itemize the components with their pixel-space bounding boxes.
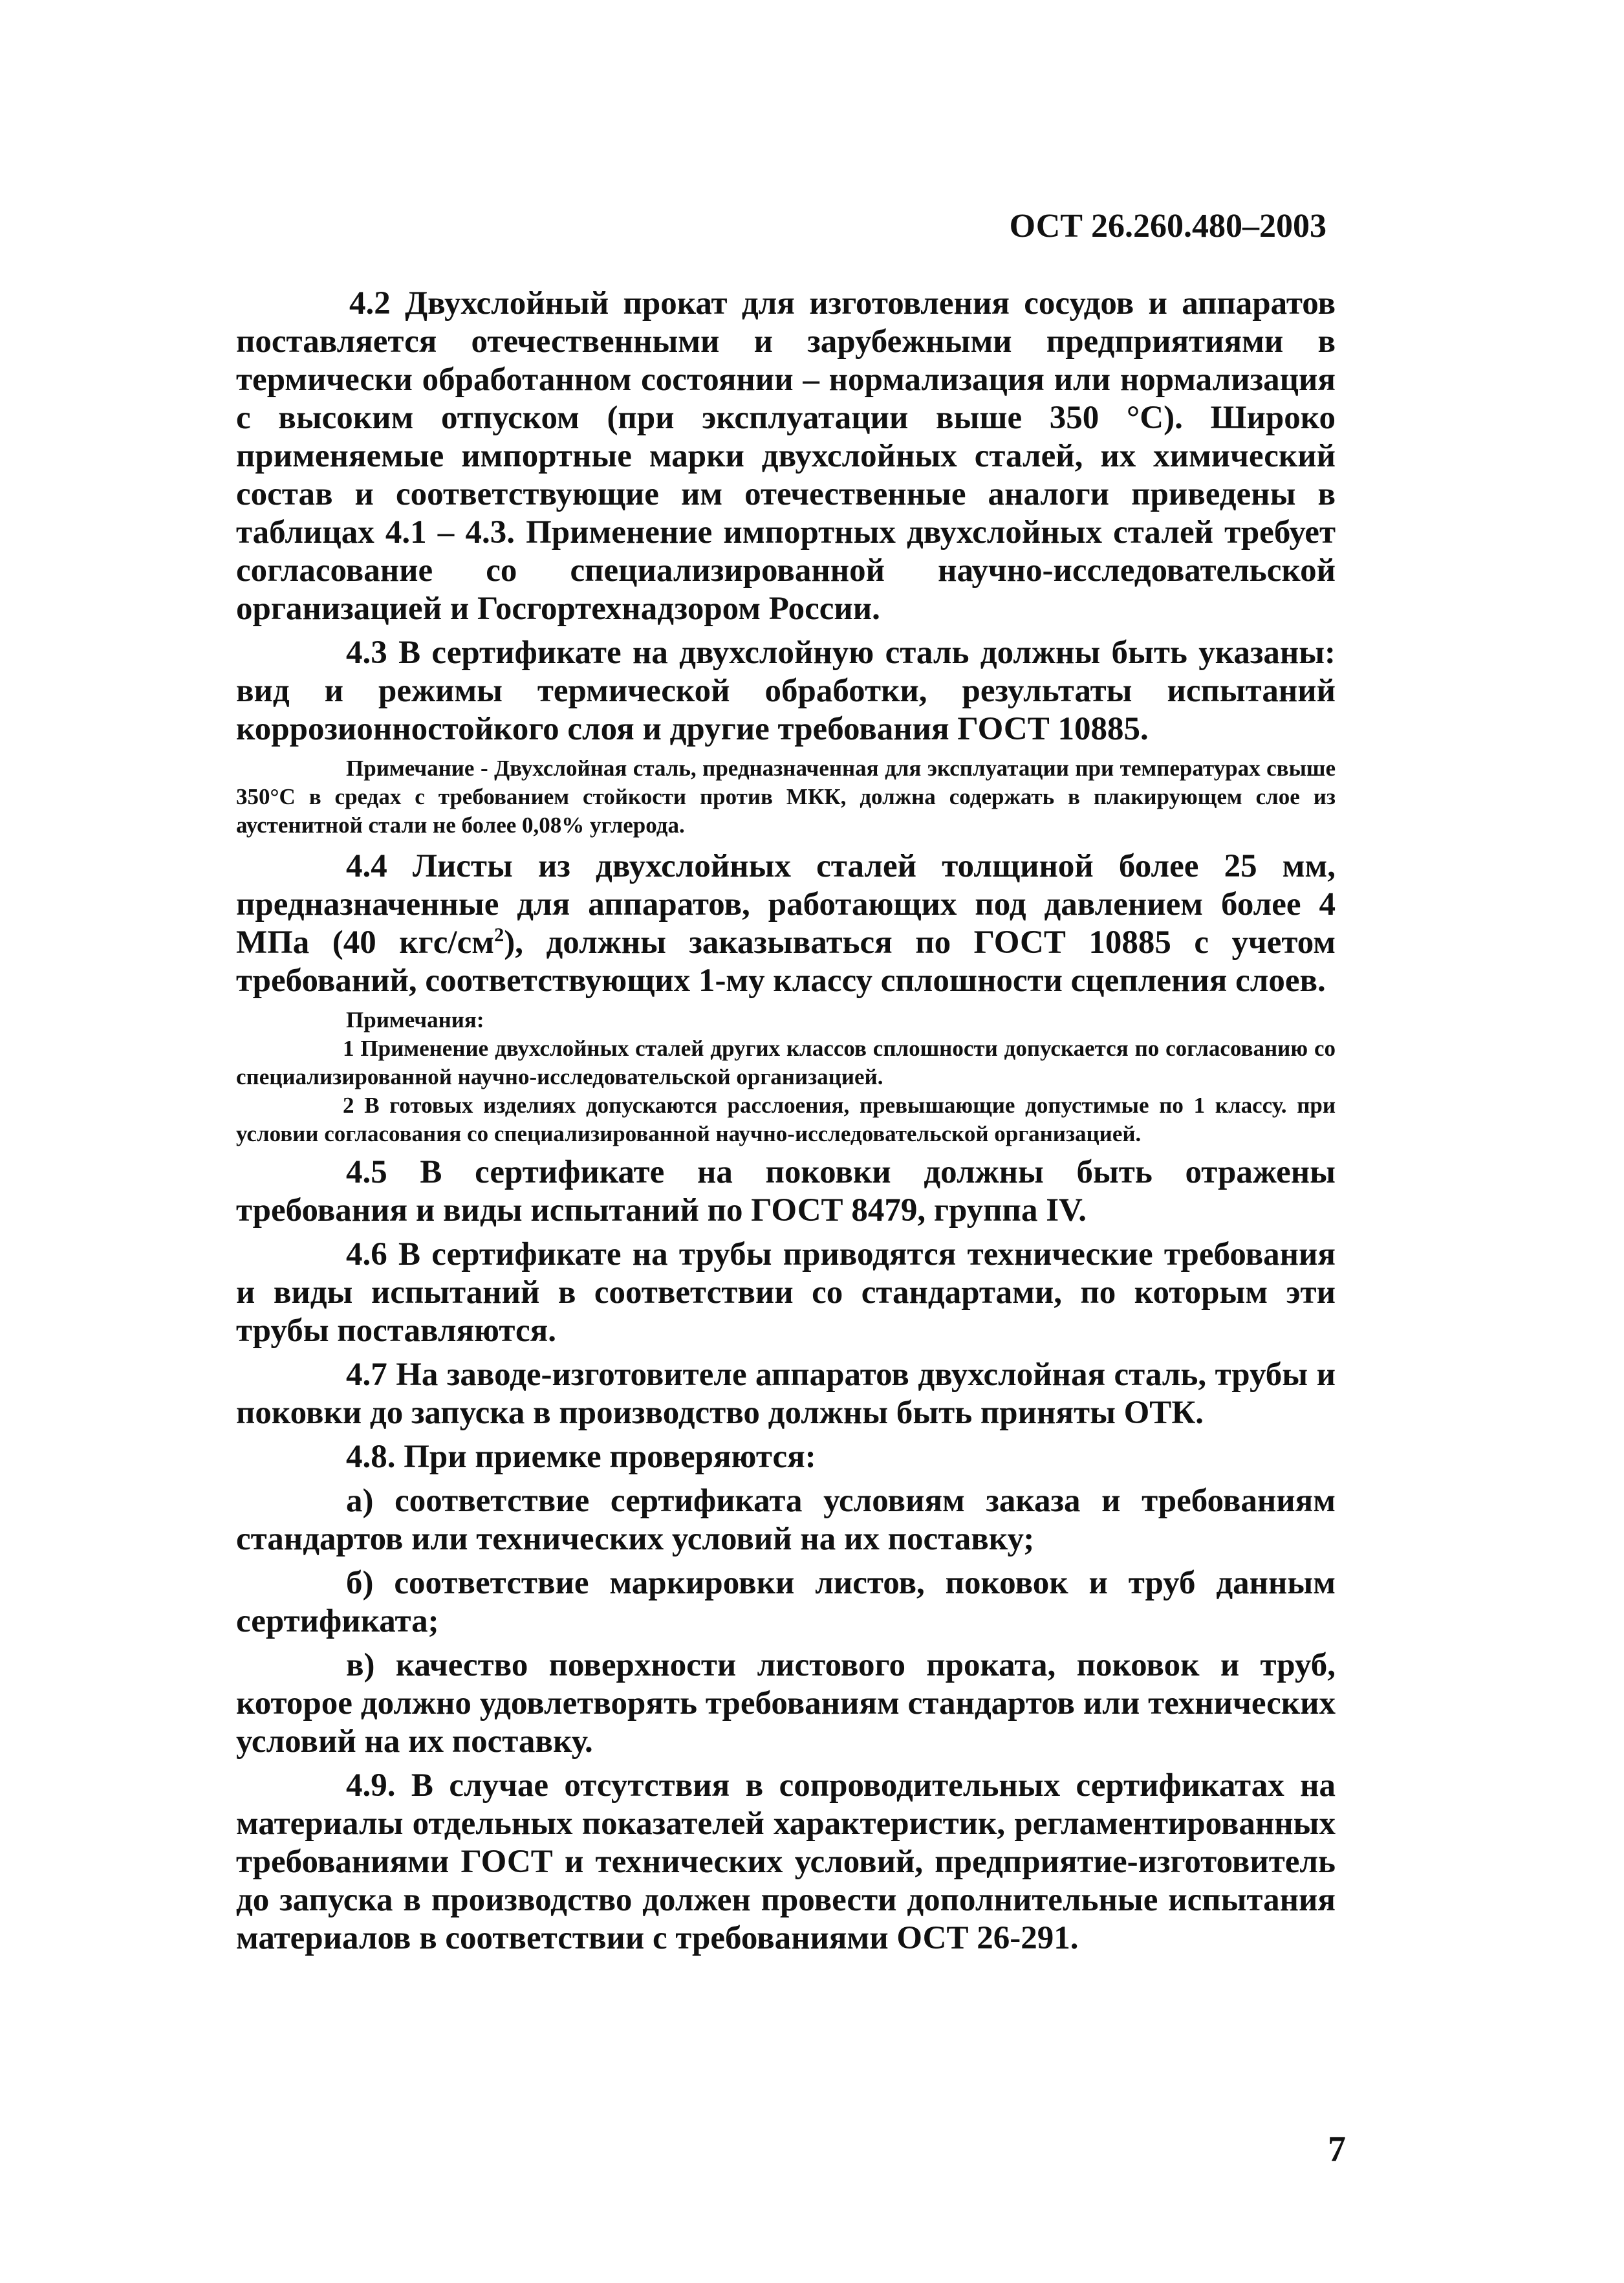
paragraph-4-8: 4.8. При приемке проверяются: [346, 1439, 816, 1475]
paragraph-4-7: 4.7 На заводе-изготовителе аппаратов двухслойная сталь, трубы и поковки до запуска в производство должны быть приняты ОТК. [236, 1357, 1336, 1431]
document-body [236, 285, 1336, 1963]
paragraph-4-9: 4.9. В случае отсутствия в сопроводительных сертификатах на материалы отдельных показателей характеристик, регламентированных требованиями ГОСТ и технических условий, предприятие-изготовитель до запуска в производство должен провести дополнительные испытания материалов в соответствии с требованиями ОСТ 26-291. [236, 1767, 1336, 1956]
note-item-2: 2 В готовых изделиях допускаются расслоения, превышающие допустимые по 1 классу. при условии согласования со специализированной научно-исследовательской организацией. [236, 1093, 1336, 1146]
paragraph-4-4 [236, 847, 1336, 1000]
paragraph-4-5: 4.5 В сертификате на поковки должны быть отражены требования и виды испытаний по ГОСТ 8479, группа IV. [236, 1154, 1336, 1229]
page-number: 7 [1328, 2129, 1346, 2169]
notes-heading: Примечания: [346, 1007, 484, 1032]
note-item-1: 1 Применение двухслойных сталей других классов сплошности допускается по согласованию со специализированной научно-исследовательской организацией. [236, 1036, 1336, 1089]
paragraph-4-3: 4.3 В сертификате на двухслойную сталь должны быть указаны: вид и режимы термической обработки, результаты испытаний коррозионностойкого слоя и другие требования ГОСТ 10885. [236, 635, 1336, 747]
paragraph-4-6: 4.6 В сертификате на трубы приводятся технические требования и виды испытаний в соответствии со стандартами, по которым эти трубы поставляются. [236, 1236, 1336, 1349]
superscript-2: 2 [493, 924, 504, 946]
paragraph-4-4-text-after: ), должны заказываться по ГОСТ 10885 с учетом требований, соответствующих 1-му классу сплошности сцепления слоев. [236, 924, 1336, 999]
list-item-b: б) соответствие маркировки листов, поковок и труб данным сертификата; [236, 1565, 1336, 1639]
paragraph-4-4-text-before: 4.4 Листы из двухслойных сталей толщиной более 25 мм, предназначенные для аппаратов, работающих под давлением более 4 МПа (40 кгс/см [236, 848, 1336, 961]
note-4-3: Примечание - Двухслойная сталь, предназначенная для эксплуатации при температурах свыше 350°С в средах с требованием стойкости против МКК, должна содержать в плакирующем слое из аустенитной стали не более 0,08% углерода. [236, 756, 1336, 838]
list-item-a: а) соответствие сертификата условиям заказа и требованиям стандартов или технических условий на их поставку; [236, 1483, 1336, 1557]
paragraph-4-2: 4.2 Двухслойный прокат для изготовления сосудов и аппаратов поставляется отечественными и зарубежными предприятиями в термически обработанном состоянии – нормализация или нормализация с высоким отпуском (при эксплуатации выше 350 °С). Широко применяемые импортные марки двухслойных сталей, их химический состав и соответствующие им отечественные аналоги приведены в таблицах 4.1 – 4.3. Применение импортных двухслойных сталей требует согласование со специализированной научно-исследовательской организацией и Госгортехнадзором России. [236, 285, 1336, 627]
list-item-c: в) качество поверхности листового проката, поковок и труб, которое должно удовлетворять требованиям стандартов или технических условий на их поставку. [236, 1647, 1336, 1760]
document-code: ОСТ 26.260.480–2003 [1009, 208, 1326, 245]
